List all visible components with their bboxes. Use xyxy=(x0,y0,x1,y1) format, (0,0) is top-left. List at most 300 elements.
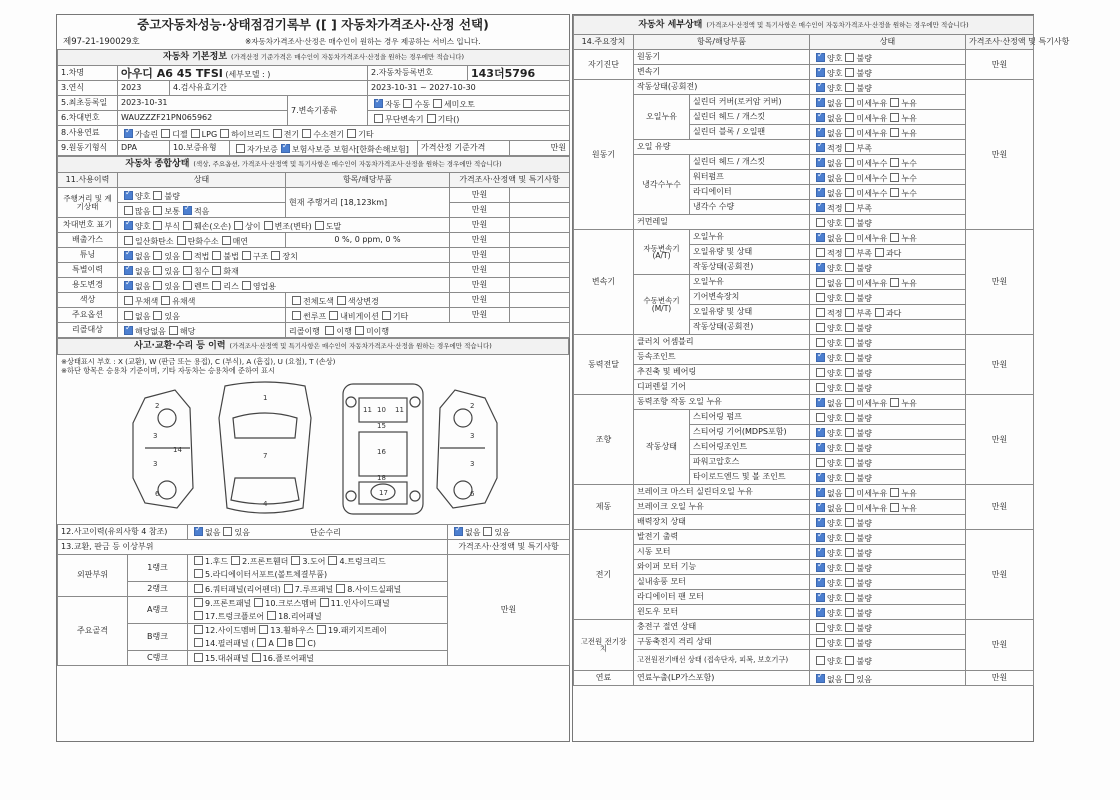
trans-options-2: 무단변속기 기타() xyxy=(368,111,570,126)
emission-label: 배출가스 xyxy=(58,233,118,248)
svg-text:6: 6 xyxy=(155,489,160,498)
checkbox-icon xyxy=(890,98,899,107)
detail-col-price: 가격조사·산정액 및 특기사항 xyxy=(966,35,1034,50)
brake-group-label: 제동 xyxy=(574,485,634,530)
cl-2-state: ✓ 없음 미세누수 누수 xyxy=(810,170,966,185)
special-history-options: ✓ 없음 있음 침수 화재 xyxy=(118,263,450,278)
checkbox-icon xyxy=(194,569,203,578)
checkbox-icon xyxy=(845,473,854,482)
checkbox-icon xyxy=(296,638,305,647)
year-label: 3.연식 xyxy=(58,81,118,96)
pw-1: 클러치 어셈블리 xyxy=(634,335,810,350)
car-name: 아우디 A6 45 TFSI xyxy=(121,66,223,80)
checkbox-icon xyxy=(291,556,300,565)
checkbox-icon xyxy=(315,221,324,230)
detail-col-part: 항목/해당부품 xyxy=(634,35,810,50)
checkbox-icon xyxy=(194,611,203,620)
summary-col-state: 상태 xyxy=(118,173,286,188)
br-3-state: ✓ 양호 불량 xyxy=(810,515,966,530)
checkbox-icon xyxy=(845,533,854,542)
ec-4: 실내송풍 모터 xyxy=(634,575,810,590)
checkbox-icon xyxy=(325,326,334,335)
checkbox-icon xyxy=(124,311,133,320)
common-rail-state: 양호 불량 xyxy=(810,215,966,230)
mt-4-state: 양호 불량 xyxy=(810,320,966,335)
checkbox-icon xyxy=(194,638,203,647)
left-panel xyxy=(56,14,570,742)
rankA-label: A랭크 xyxy=(128,596,188,623)
checkbox-icon xyxy=(845,278,854,287)
cl-4-state: ✓ 적정 부족 xyxy=(810,200,966,215)
usage-change-options: ✓ 없음 있음 렌트 리스 영업용 xyxy=(118,278,450,293)
at-2: 오일유량 및 상태 xyxy=(690,245,810,260)
checkbox-icon xyxy=(191,129,200,138)
el-1: 실린더 커버(로커암 커버) xyxy=(690,95,810,110)
exchange-table xyxy=(57,524,570,666)
first-reg-label: 5.최초등록일 xyxy=(58,96,118,111)
checkbox-icon xyxy=(231,556,240,565)
checkbox-icon xyxy=(816,308,825,317)
checkbox-icon xyxy=(845,563,854,572)
right-panel xyxy=(572,14,1070,742)
checkbox-icon xyxy=(153,206,162,215)
ec-6-state: ✓ 양호 불량 xyxy=(810,605,966,620)
checkbox-icon xyxy=(124,236,133,245)
checkbox-icon xyxy=(194,653,203,662)
checkbox-icon xyxy=(816,656,825,665)
mt-2-state: 양호 불량 xyxy=(810,290,966,305)
cl-1: 실린더 헤드 / 개스킷 xyxy=(690,155,810,170)
svg-text:10: 10 xyxy=(377,405,386,414)
st-4-state: ✓ 양호 불량 xyxy=(810,440,966,455)
checked-box-icon xyxy=(124,326,133,335)
car-diagram-svg xyxy=(115,378,515,520)
checkbox-icon xyxy=(890,158,899,167)
emission-values: 0 %, 0 ppm, 0 % xyxy=(286,233,450,248)
checkbox-icon xyxy=(292,311,301,320)
mt-2: 기어변속장치 xyxy=(690,290,810,305)
at-1-state: ✓ 없음 미세누유 누유 xyxy=(810,230,966,245)
valid-period: 2023-10-31 ~ 2027-10-30 xyxy=(368,81,570,96)
checkbox-icon xyxy=(329,311,338,320)
checked-box-icon xyxy=(816,473,825,482)
checked-box-icon xyxy=(816,563,825,572)
checkbox-icon xyxy=(845,638,854,647)
recall-label: 리콜대상 xyxy=(58,323,118,338)
checkbox-icon xyxy=(845,308,854,317)
rankB-label: B랭크 xyxy=(128,623,188,650)
valid-label: 4.검사유효기간 xyxy=(170,81,368,96)
oil-leak-label: 오일누유 xyxy=(634,95,690,140)
checked-box-icon xyxy=(816,158,825,167)
checkbox-icon xyxy=(264,221,273,230)
eng-op-state: ✓ 양호 불량 xyxy=(810,80,966,95)
checkbox-icon xyxy=(374,114,383,123)
checkbox-icon xyxy=(845,203,854,212)
emission-options: 일산화탄소 탄화수소 매연 xyxy=(118,233,286,248)
exchange-label: 13.교환, 판금 등 이상부위 xyxy=(58,539,448,554)
checkbox-icon xyxy=(845,383,854,392)
checkbox-icon xyxy=(252,653,261,662)
checkbox-icon xyxy=(320,598,329,607)
checkbox-icon xyxy=(271,251,280,260)
checkbox-icon xyxy=(845,368,854,377)
checkbox-icon xyxy=(169,326,178,335)
el-1-state: ✓ 없음 미세누유 누유 xyxy=(810,95,966,110)
vin-label: 6.차대번호 xyxy=(58,111,118,126)
summary-section-header: 자동차 종합상태 (색상, 주요옵션, 가격조사·산정액 및 특기사항은 매수인이 자동차가격조사·산정을 원하는 경우에만 적습니다) xyxy=(58,157,570,173)
mileage-unit-2: 만원 xyxy=(450,203,510,218)
checkbox-icon xyxy=(236,144,245,153)
checkbox-icon xyxy=(845,53,854,62)
engine-group-label: 원동기 xyxy=(574,80,634,230)
checked-box-icon xyxy=(124,281,133,290)
svg-text:3: 3 xyxy=(470,459,475,468)
checkbox-icon xyxy=(890,398,899,407)
engine-type: DPA xyxy=(118,141,170,156)
checkbox-icon xyxy=(242,251,251,260)
pw-2: 등속조인트 xyxy=(634,350,810,365)
unit-cell: 만원 xyxy=(966,395,1034,485)
mileage-current: 현재 주행거리 [18,123km] xyxy=(286,188,450,218)
checked-box-icon xyxy=(124,266,133,275)
accident-history-options: ✓ 없음 있음 단순수리 xyxy=(188,524,448,539)
checked-box-icon xyxy=(816,143,825,152)
checkbox-icon xyxy=(845,128,854,137)
detail-section-header: 자동차 세부상태 (가격조사·산정액 및 특기사항은 매수인이 자동차가격조사·산정을 원하는 경우에만 적습니다) xyxy=(574,16,1034,35)
checkbox-icon xyxy=(845,353,854,362)
sd-engine: 원동기 xyxy=(634,50,810,65)
checkbox-icon xyxy=(259,625,268,634)
svg-text:17: 17 xyxy=(379,488,388,497)
detail-table xyxy=(573,15,1070,686)
ec-2-state: ✓ 양호 불량 xyxy=(810,545,966,560)
unit-cell: 만원 xyxy=(450,263,510,278)
checked-box-icon xyxy=(281,144,290,153)
mt-1: 오일누유 xyxy=(690,275,810,290)
checkbox-icon xyxy=(816,338,825,347)
ec-4-state: ✓ 양호 불량 xyxy=(810,575,966,590)
checkbox-icon xyxy=(816,368,825,377)
checkbox-icon xyxy=(124,296,133,305)
checked-box-icon xyxy=(816,98,825,107)
pw-4: 디퍼렌셜 기어 xyxy=(634,380,810,395)
checkbox-icon xyxy=(433,99,442,108)
checkbox-icon xyxy=(242,281,251,290)
checked-box-icon xyxy=(816,53,825,62)
checkbox-icon xyxy=(483,527,492,536)
unit-cell: 만원 xyxy=(450,308,510,323)
steer-group-label: 조향 xyxy=(574,395,634,485)
rankA-options: 9.프론트패널 10.크로스멤버 11.인사이드패널 17.트렁크플로어 18.리어패널 xyxy=(188,596,448,623)
checkbox-icon xyxy=(317,625,326,634)
checkbox-icon xyxy=(890,128,899,137)
accident-section-header: 사고·교환·수리 등 이력 (가격조사·산정액 및 특기사항은 매수인이 자동차가격조사·산정을 원하는 경우에만 적습니다) xyxy=(58,339,569,355)
ec-5-state: ✓ 양호 불량 xyxy=(810,590,966,605)
steer-op-label: 작동상태 xyxy=(634,410,690,485)
unit-cell: 만원 xyxy=(966,620,1034,671)
svg-text:3: 3 xyxy=(470,431,475,440)
checked-box-icon xyxy=(816,503,825,512)
el-2-state: ✓ 없음 미세누유 누유 xyxy=(810,110,966,125)
checkbox-icon xyxy=(845,158,854,167)
unit-cell: 만원 xyxy=(450,218,510,233)
coolant-label: 냉각수누수 xyxy=(634,155,690,215)
sd-engine-state: ✓ 양호 불량 xyxy=(810,50,966,65)
car-right-front-wheel xyxy=(454,409,472,427)
options-list: 썬루프 내비게이션 기타 xyxy=(286,308,450,323)
price-basis-label: 가격산정 기준가격 xyxy=(418,141,510,156)
checkbox-icon xyxy=(816,623,825,632)
ec-5: 라디에이터 팬 모터 xyxy=(634,590,810,605)
checkbox-icon xyxy=(816,323,825,332)
checkbox-icon xyxy=(845,98,854,107)
simple-repair-options: ✓ 없음 있음 xyxy=(448,524,570,539)
color-label: 색상 xyxy=(58,293,118,308)
unit-cell: 만원 xyxy=(966,50,1034,80)
checked-box-icon xyxy=(374,99,383,108)
car-windshield xyxy=(233,413,297,438)
checkbox-icon xyxy=(845,443,854,452)
checkbox-icon xyxy=(845,113,854,122)
power-group-label: 동력전달 xyxy=(574,335,634,395)
fuel-label: 8.사용연료 xyxy=(58,126,118,141)
checkbox-icon xyxy=(284,584,293,593)
checkbox-icon xyxy=(845,188,854,197)
ec-1-state: ✓ 양호 불량 xyxy=(810,530,966,545)
mileage-unit-1: 만원 xyxy=(450,188,510,203)
recall-options: ✓ 해당없음 해당 xyxy=(118,323,286,338)
rankB-options: 12.사이드멤버 13.휠하우스 19.패키지트레이 14.필러패널 ( A B C) xyxy=(188,623,448,650)
doc-number-row xyxy=(57,35,569,49)
svg-text:1: 1 xyxy=(263,393,268,402)
detail-col-main: 14.주요장치 xyxy=(574,35,634,50)
svg-text:2: 2 xyxy=(155,401,160,410)
rank1-label: 1랭크 xyxy=(128,554,188,581)
checkbox-icon xyxy=(220,129,229,138)
exchange-price-header: 가격조사·산정액 및 특기사항 xyxy=(448,539,570,554)
form-title: 중고자동차성능·상태점검기록부 ([ ] 자동차가격조사·산정 선택) xyxy=(137,17,489,32)
mt-4: 작동상태(공회전) xyxy=(690,320,810,335)
svg-text:7: 7 xyxy=(263,451,268,460)
checked-box-icon xyxy=(124,191,133,200)
checkbox-icon xyxy=(153,266,162,275)
hv-3-state: 양호 불량 xyxy=(810,650,966,671)
reg-no-label: 2.자동차등록번호 xyxy=(368,66,468,81)
manual-trans-label: 수동변속기(M/T) xyxy=(634,275,690,335)
hv-3: 고전원전기배선 상태 (접속단자, 피복, 보호기구) xyxy=(634,650,810,671)
checkbox-icon xyxy=(194,556,203,565)
checkbox-icon xyxy=(816,638,825,647)
rank2-options: 6.쿼터패널(리어펜더) 7.루프패널 8.사이드실패널 xyxy=(188,581,448,596)
ec-3-state: ✓ 양호 불량 xyxy=(810,560,966,575)
mt-3-state: 적정 부족 과다 xyxy=(810,305,966,320)
checkbox-icon xyxy=(183,251,192,260)
checked-box-icon xyxy=(816,674,825,683)
sd-trans: 변속기 xyxy=(634,65,810,80)
eng-op: 작동상태(공회전) xyxy=(634,80,810,95)
svg-text:16: 16 xyxy=(377,447,386,456)
rankC-label: C랭크 xyxy=(128,650,188,665)
price-basis-unit: 만원 xyxy=(510,141,570,156)
checked-box-icon xyxy=(816,578,825,587)
tuning-options: ✓ 없음 있음 적법 불법 구조 장치 xyxy=(118,248,450,263)
checked-box-icon xyxy=(124,129,133,138)
checkbox-icon xyxy=(845,398,854,407)
unit-cell: 만원 xyxy=(450,248,510,263)
car-basis-note: ※하단 항목은 승용차 기준이며, 기타 자동차는 승용차에 준하여 표시 xyxy=(61,366,276,376)
checked-box-icon xyxy=(816,533,825,542)
checkbox-icon xyxy=(845,488,854,497)
checkbox-icon xyxy=(890,503,899,512)
checkbox-icon xyxy=(845,323,854,332)
summary-col-part: 항목/해당부품 xyxy=(286,173,450,188)
checkbox-icon xyxy=(161,296,170,305)
at-2-state: 적정 부족 과다 xyxy=(810,245,966,260)
br-2-state: ✓ 없음 미세누유 누유 xyxy=(810,500,966,515)
checkbox-icon xyxy=(890,278,899,287)
svg-text:15: 15 xyxy=(377,421,386,430)
special-history-label: 특별이력 xyxy=(58,263,118,278)
outer-panel-label: 외판부위 xyxy=(58,554,128,596)
checkbox-icon xyxy=(382,311,391,320)
checkbox-icon xyxy=(845,338,854,347)
car-left-front-wheel xyxy=(158,409,176,427)
checked-box-icon xyxy=(816,263,825,272)
checked-box-icon xyxy=(124,221,133,230)
unit-cell: 만원 xyxy=(450,278,510,293)
checked-box-icon xyxy=(816,353,825,362)
checkbox-icon xyxy=(267,611,276,620)
hv-2: 구동축전지 격리 상태 xyxy=(634,635,810,650)
unit-cell: 만원 xyxy=(966,671,1034,686)
ec-3: 와이퍼 모터 기능 xyxy=(634,560,810,575)
fu-1: 연료누출(LP가스포함) xyxy=(634,671,810,686)
st-5: 파워고압호스 xyxy=(690,455,810,470)
checkbox-icon xyxy=(816,458,825,467)
first-reg: 2023-10-31 xyxy=(118,96,288,111)
unit-cell: 만원 xyxy=(966,335,1034,395)
pw-4-state: 양호 불량 xyxy=(810,380,966,395)
checkbox-icon xyxy=(153,251,162,260)
unit-cell: 만원 xyxy=(966,230,1034,335)
checked-box-icon xyxy=(194,527,203,536)
elec-group-label: 전기 xyxy=(574,530,634,620)
mileage-state-2: 많음 보통✓ 적음 xyxy=(118,203,286,218)
st-1-state: ✓ 없음 미세누유 누유 xyxy=(810,395,966,410)
checkbox-icon xyxy=(403,99,412,108)
auto-trans-label: 자동변속기(A/T) xyxy=(634,230,690,275)
checkbox-icon xyxy=(890,173,899,182)
cl-4: 냉각수 수량 xyxy=(690,200,810,215)
ec-6: 윈도우 모터 xyxy=(634,605,810,620)
sd-trans-state: ✓ 양호 불량 xyxy=(810,65,966,80)
st-6-state: ✓ 양호 불량 xyxy=(810,470,966,485)
mileage-label: 주행거리 및 계기상태 xyxy=(58,188,118,218)
doc-note: ※자동차가격조사·산정은 매수인이 원하는 경우 제공하는 서비스 입니다. xyxy=(245,37,481,46)
svg-text:3: 3 xyxy=(153,459,158,468)
cl-3: 라디에이터 xyxy=(690,185,810,200)
accident-history-label: 12.사고이력(유의사항 4 참조) xyxy=(58,524,188,539)
warranty-label: 10.보증유형 xyxy=(170,141,230,156)
checkbox-icon xyxy=(845,548,854,557)
car-diagram xyxy=(57,378,569,524)
usage-change-label: 용도변경 xyxy=(58,278,118,293)
basic-section-header: 자동차 기본정보 (가격산정 기준가격은 매수인이 자동차가격조사·산정을 원하는 경우에만 적습니다) xyxy=(58,50,570,66)
cl-2: 워터펌프 xyxy=(690,170,810,185)
checked-box-icon xyxy=(816,83,825,92)
st-5-state: 양호 불량 xyxy=(810,455,966,470)
checkbox-icon xyxy=(845,293,854,302)
st-3: 스티어링 기어(MDPS포함) xyxy=(690,425,810,440)
oil-level-state: ✓ 적정 부족 xyxy=(810,140,966,155)
mileage-state-1: ✓양호 불량 xyxy=(118,188,286,203)
checkbox-icon xyxy=(153,191,162,200)
mt-1-state: 없음 미세누유 누유 xyxy=(810,275,966,290)
checkbox-icon xyxy=(194,598,203,607)
st-1: 동력조향 작동 오일 누유 xyxy=(634,395,810,410)
tuning-label: 튜닝 xyxy=(58,248,118,263)
checkbox-icon xyxy=(816,278,825,287)
ec-2: 시동 모터 xyxy=(634,545,810,560)
accident-notes xyxy=(57,355,569,378)
detail-col-state: 상태 xyxy=(810,35,966,50)
color-options: 무채색 유채색 xyxy=(118,293,286,308)
checked-box-icon xyxy=(816,443,825,452)
checkbox-icon xyxy=(302,129,311,138)
basic-info-table xyxy=(57,49,570,156)
reg-no: 143더5796 xyxy=(468,66,570,81)
cl-1-state: ✓ 없음 미세누수 누수 xyxy=(810,155,966,170)
trans-group-label: 변속기 xyxy=(574,230,634,335)
checkbox-icon xyxy=(845,674,854,683)
vin: WAUZZZF21PN065962 xyxy=(118,111,288,126)
svg-text:3: 3 xyxy=(153,431,158,440)
checkbox-icon xyxy=(355,326,364,335)
at-1: 오일누유 xyxy=(690,230,810,245)
svg-text:2: 2 xyxy=(470,401,475,410)
cl-3-state: ✓ 없음 미세누수 누수 xyxy=(810,185,966,200)
checkbox-icon xyxy=(845,248,854,257)
recall-done-options: 리콜이행 이행 미이행 xyxy=(286,323,570,338)
checkbox-icon xyxy=(845,623,854,632)
checkbox-icon xyxy=(845,143,854,152)
br-1-state: ✓ 없음 미세누유 누유 xyxy=(810,485,966,500)
checkbox-icon xyxy=(254,598,263,607)
checkbox-icon xyxy=(890,188,899,197)
doc-number: 제97-21-190029호 xyxy=(63,37,140,47)
svg-text:6: 6 xyxy=(470,489,475,498)
car-left-rear-wheel xyxy=(158,481,176,499)
vin-mark-options: ✓ 양호 부식 훼손(오손) 상이 변조(변타) 도말 xyxy=(118,218,450,233)
unit-cell: 만원 xyxy=(966,530,1034,620)
vin-mark-label: 차대번호 표기 xyxy=(58,218,118,233)
pw-3: 추진축 및 베어링 xyxy=(634,365,810,380)
options-label: 주요옵션 xyxy=(58,308,118,323)
summary-col-history: 11.사용이력 xyxy=(58,173,118,188)
svg-text:4: 4 xyxy=(263,499,268,508)
mt-3: 오일유량 및 상태 xyxy=(690,305,810,320)
checkbox-icon xyxy=(212,266,221,275)
checkbox-icon xyxy=(194,625,203,634)
br-3: 배력장치 상태 xyxy=(634,515,810,530)
checkbox-icon xyxy=(212,281,221,290)
rank1-options: 1.후드 2.프론트휀더 3.도어 4.트렁크리드 5.라디에이터서포트(볼트체결부품) xyxy=(188,554,448,581)
checkbox-icon xyxy=(845,83,854,92)
options-yesno: 없음 있음 xyxy=(118,308,286,323)
trans-label: 7.변속기종류 xyxy=(288,96,368,126)
checked-box-icon xyxy=(816,173,825,182)
